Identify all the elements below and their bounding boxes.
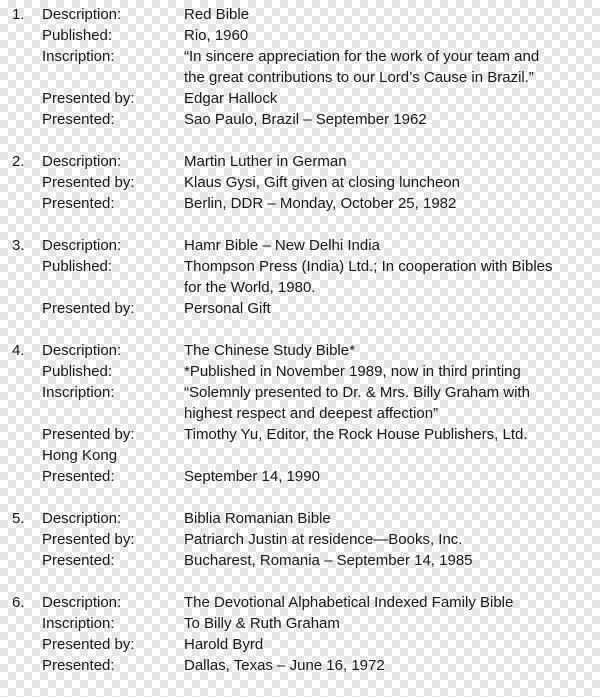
- entry-number: 1.: [12, 6, 25, 23]
- field-label: Description:: [42, 342, 122, 359]
- bible-entry: [0, 151, 600, 214]
- entry-number: 6.: [12, 594, 25, 611]
- field-label: Presented by:: [42, 531, 135, 548]
- field-value: Martin Luther in German: [184, 153, 347, 170]
- field-value: Bucharest, Romania – September 14, 1985: [184, 552, 473, 569]
- entry-row: [0, 235, 600, 256]
- field-label: Inscription:: [42, 615, 115, 632]
- field-value: “In sincere appreciation for the work of your team and: [184, 48, 540, 65]
- entry-row: [0, 340, 600, 361]
- entry-row: [0, 67, 600, 88]
- entry-row: [0, 88, 600, 109]
- field-value: Thompson Press (India) Ltd.; In cooperation with Bibles: [184, 258, 553, 275]
- entry-number: 3.: [12, 237, 25, 254]
- bible-entry: [0, 4, 600, 130]
- entry-row: [0, 25, 600, 46]
- bible-entry: [0, 235, 600, 319]
- entry-row: [0, 655, 600, 676]
- field-value: September 14, 1990: [184, 468, 320, 485]
- field-value: Personal Gift: [184, 300, 271, 317]
- field-label: [42, 277, 184, 298]
- entry-row: [0, 592, 600, 613]
- field-label: [42, 67, 184, 88]
- field-label: Inscription:: [42, 384, 115, 401]
- entry-number: 2.: [12, 153, 25, 170]
- entry-row: [0, 445, 600, 466]
- field-value: Klaus Gysi, Gift given at closing luncheon: [184, 174, 460, 191]
- field-value: [184, 445, 584, 466]
- field-label: Description:: [42, 153, 122, 170]
- entry-row: [0, 382, 600, 403]
- field-value: Harold Byrd: [184, 636, 264, 653]
- field-value: highest respect and deepest affection”: [184, 405, 439, 422]
- field-value: Timothy Yu, Editor, the Rock House Publishers, Ltd.: [184, 426, 528, 443]
- entry-row: [0, 46, 600, 67]
- field-label: Published:: [42, 27, 113, 44]
- entry-row: [0, 550, 600, 571]
- entry-row: [0, 466, 600, 487]
- entry-row: [0, 151, 600, 172]
- bible-entry: [0, 592, 600, 676]
- field-value: Red Bible: [184, 6, 250, 23]
- field-value: Patriarch Justin at residence—Books, Inc.: [184, 531, 463, 548]
- field-label: Presented:: [42, 552, 115, 569]
- field-label: Presented by:: [42, 174, 135, 191]
- entry-row: [0, 172, 600, 193]
- entry-row: [0, 256, 600, 277]
- field-value: Sao Paulo, Brazil – September 1962: [184, 111, 427, 128]
- entry-row: [0, 613, 600, 634]
- field-value: Rio, 1960: [184, 27, 249, 44]
- field-value: the great contributions to our Lord’s Cause in Brazil.”: [184, 69, 534, 86]
- field-label: Description:: [42, 510, 122, 527]
- entry-number: 5.: [12, 510, 25, 527]
- field-value: The Devotional Alphabetical Indexed Family Bible: [184, 594, 514, 611]
- field-value: *Published in November 1989, now in third printing: [184, 363, 521, 380]
- field-label: Presented by:: [42, 636, 135, 653]
- field-value: To Billy & Ruth Graham: [184, 615, 340, 632]
- field-label: Published:: [42, 258, 113, 275]
- entry-row: [0, 403, 600, 424]
- field-label: Description:: [42, 6, 122, 23]
- field-label: Presented:: [42, 657, 115, 674]
- field-value: The Chinese Study Bible*: [184, 342, 355, 359]
- field-label: Presented by:: [42, 300, 135, 317]
- field-label: Presented by:: [42, 90, 135, 107]
- entry-row: [0, 193, 600, 214]
- field-value: Edgar Hallock: [184, 90, 278, 107]
- field-value: “Solemnly presented to Dr. & Mrs. Billy Graham with: [184, 384, 530, 401]
- field-label: Hong Kong: [42, 447, 118, 464]
- entry-row: [0, 529, 600, 550]
- field-label: Description:: [42, 594, 122, 611]
- entry-number: 4.: [12, 342, 25, 359]
- field-value: Dallas, Texas – June 16, 1972: [184, 657, 385, 674]
- entry-row: [0, 4, 600, 25]
- entry-row: [0, 361, 600, 382]
- entry-row: [0, 277, 600, 298]
- field-label: [42, 403, 184, 424]
- field-label: Presented:: [42, 111, 115, 128]
- entry-row: [0, 424, 600, 445]
- document: [0, 4, 600, 697]
- bible-entry: [0, 508, 600, 571]
- field-label: Published:: [42, 363, 113, 380]
- entry-row: [0, 298, 600, 319]
- field-label: Presented:: [42, 468, 115, 485]
- field-label: Inscription:: [42, 48, 115, 65]
- entry-row: [0, 109, 600, 130]
- field-label: Presented by:: [42, 426, 135, 443]
- field-value: Hamr Bible – New Delhi India: [184, 237, 380, 254]
- field-value: Biblia Romanian Bible: [184, 510, 331, 527]
- bible-entry: [0, 340, 600, 487]
- field-label: Presented:: [42, 195, 115, 212]
- field-value: for the World, 1980.: [184, 279, 316, 296]
- entry-row: [0, 634, 600, 655]
- field-label: Description:: [42, 237, 122, 254]
- field-value: Berlin, DDR – Monday, October 25, 1982: [184, 195, 457, 212]
- entry-row: [0, 508, 600, 529]
